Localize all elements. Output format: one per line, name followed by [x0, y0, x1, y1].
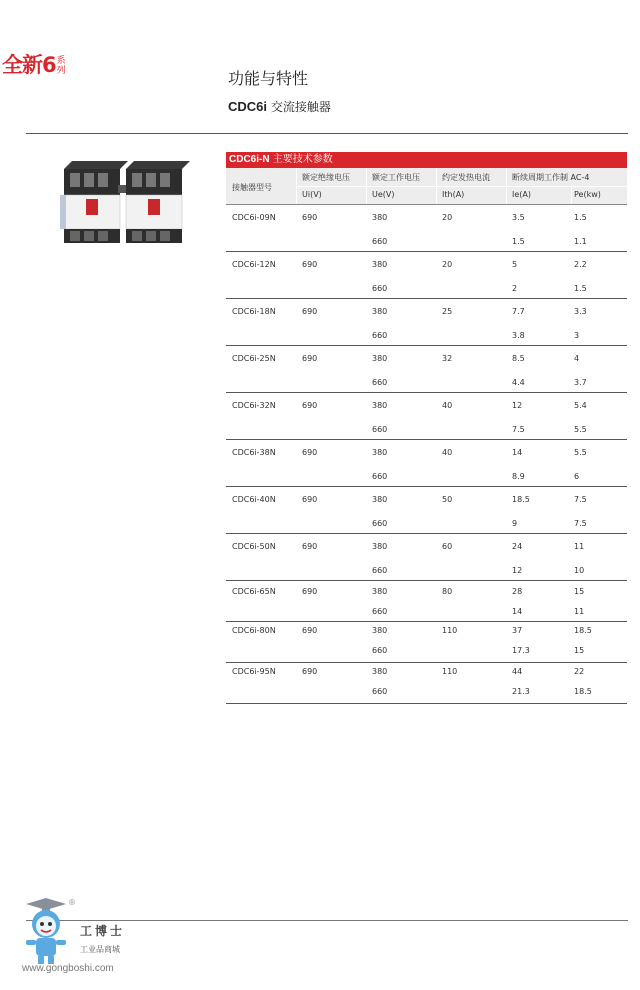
- cell-ie: 37: [512, 626, 523, 635]
- cell-ie: 24: [512, 542, 523, 551]
- cell-ie: 3.8: [512, 331, 525, 340]
- cell-pe: 18.5: [574, 626, 592, 635]
- cell-pe: 15: [574, 587, 585, 596]
- cell-ith: 110: [442, 667, 458, 676]
- top-divider: [26, 133, 628, 134]
- cell-ie: 1.5: [512, 237, 525, 246]
- cell-ith: 40: [442, 448, 453, 457]
- cell-pe: 18.5: [574, 687, 592, 696]
- contactor-product-image: [58, 155, 190, 247]
- cell-model: CDC6i-09N: [232, 213, 276, 222]
- cell-ui: 690: [302, 495, 318, 504]
- cell-pe: 1.1: [574, 237, 587, 246]
- table-row: [226, 622, 627, 663]
- cell-ue: 660: [372, 566, 388, 575]
- column-separator: [571, 186, 572, 204]
- cell-ue: 660: [372, 687, 388, 696]
- table-row: [226, 534, 627, 581]
- column-separator: [436, 168, 437, 204]
- cell-ie: 7.7: [512, 307, 525, 316]
- cell-model: CDC6i-25N: [232, 354, 276, 363]
- cell-pe: 11: [574, 607, 585, 616]
- cell-ue: 660: [372, 646, 388, 655]
- cell-pe: 1.5: [574, 284, 587, 293]
- subtitle-text: 交流接触器: [267, 100, 331, 114]
- cell-ith: 80: [442, 587, 453, 596]
- cell-ie: 21.3: [512, 687, 530, 696]
- cell-model: CDC6i-18N: [232, 307, 276, 316]
- cell-ie: 2: [512, 284, 518, 293]
- cell-ie: 8.9: [512, 472, 525, 481]
- col-ie-unit: Ie(A): [512, 190, 531, 199]
- col-ith-unit: Ith(A): [442, 190, 465, 199]
- cell-model: CDC6i-50N: [232, 542, 276, 551]
- column-separator: [296, 168, 297, 204]
- cell-ue: 660: [372, 519, 388, 528]
- cell-pe: 3.7: [574, 378, 587, 387]
- cell-ith: 20: [442, 260, 453, 269]
- cell-ith: 40: [442, 401, 453, 410]
- cell-ui: 690: [302, 307, 318, 316]
- column-separator: [506, 168, 507, 204]
- cell-pe: 5.5: [574, 425, 587, 434]
- col-model: 接触器型号: [232, 183, 272, 192]
- cell-model: CDC6i-80N: [232, 626, 276, 635]
- column-header: [226, 168, 627, 205]
- cell-ue: 380: [372, 626, 388, 635]
- cell-ie: 44: [512, 667, 523, 676]
- cell-ue: 380: [372, 495, 388, 504]
- cell-ui: 690: [302, 587, 318, 596]
- col-ac4: 断续周期工作制 AC-4: [512, 173, 590, 182]
- table-row: [226, 440, 627, 487]
- subtitle-model: CDC6i: [228, 99, 268, 114]
- logo-chinese-name: 工博士: [80, 924, 126, 938]
- cell-ui: 690: [302, 401, 318, 410]
- cell-ui: 690: [302, 213, 318, 222]
- cell-ith: 110: [442, 626, 458, 635]
- cell-ue: 380: [372, 448, 388, 457]
- cell-ith: 20: [442, 213, 453, 222]
- cell-ith: 32: [442, 354, 453, 363]
- column-separator: [366, 168, 367, 204]
- cell-ie: 12: [512, 566, 523, 575]
- cell-ue: 660: [372, 284, 388, 293]
- cell-ue: 380: [372, 401, 388, 410]
- cell-pe: 1.5: [574, 213, 587, 222]
- cell-ie: 7.5: [512, 425, 525, 434]
- spec-table-title: [226, 152, 627, 168]
- cell-pe: 7.5: [574, 495, 587, 504]
- cell-pe: 22: [574, 667, 585, 676]
- cell-ith: 60: [442, 542, 453, 551]
- cell-pe: 11: [574, 542, 585, 551]
- cell-model: CDC6i-40N: [232, 495, 276, 504]
- cell-ie: 8.5: [512, 354, 525, 363]
- registered-mark: ®: [68, 898, 76, 907]
- cell-ith: 25: [442, 307, 453, 316]
- cell-ie: 9: [512, 519, 518, 528]
- cell-ue: 380: [372, 307, 388, 316]
- table-row: [226, 346, 627, 393]
- cell-ue: 660: [372, 237, 388, 246]
- cell-ue: 380: [372, 354, 388, 363]
- cell-pe: 3: [574, 331, 580, 340]
- col-ui-unit: Ui(V): [302, 190, 322, 199]
- cell-pe: 2.2: [574, 260, 587, 269]
- cell-ie: 3.5: [512, 213, 525, 222]
- table-row: [226, 205, 627, 252]
- website-url[interactable]: www.gongboshi.com: [22, 963, 114, 974]
- brand-logo: [2, 52, 67, 78]
- cell-ui: 690: [302, 354, 318, 363]
- logo-subtitle: 工业品商城: [80, 945, 120, 954]
- cell-ie: 17.3: [512, 646, 530, 655]
- table-row: [226, 663, 627, 704]
- spec-table: [226, 152, 627, 704]
- spec-table-title-model: CDC6i-N: [229, 154, 270, 165]
- cell-ue: 380: [372, 542, 388, 551]
- col-ui: 额定绝缘电压: [302, 173, 350, 182]
- table-row: [226, 487, 627, 534]
- table-row: [226, 393, 627, 440]
- table-row: [226, 581, 627, 622]
- cell-ue: 380: [372, 213, 388, 222]
- brand-series-text: 系列: [56, 56, 66, 76]
- col-ue: 额定工作电压: [372, 173, 420, 182]
- cell-ui: 690: [302, 260, 318, 269]
- cell-pe: 6: [574, 472, 580, 481]
- cell-pe: 5.5: [574, 448, 587, 457]
- cell-pe: 15: [574, 646, 585, 655]
- cell-ue: 660: [372, 607, 388, 616]
- column-header-divider: [296, 186, 627, 187]
- cell-pe: 7.5: [574, 519, 587, 528]
- cell-ue: 660: [372, 472, 388, 481]
- cell-ue: 660: [372, 331, 388, 340]
- table-body: [226, 205, 627, 704]
- cell-pe: 4: [574, 354, 580, 363]
- cell-pe: 3.3: [574, 307, 587, 316]
- cell-model: CDC6i-32N: [232, 401, 276, 410]
- cell-ie: 18.5: [512, 495, 530, 504]
- brand-main-text: 全新6: [2, 53, 56, 77]
- page-subtitle: [228, 98, 331, 115]
- cell-ui: 690: [302, 667, 318, 676]
- cell-ie: 14: [512, 448, 523, 457]
- col-ith: 约定发热电流: [442, 173, 490, 182]
- cell-model: CDC6i-12N: [232, 260, 276, 269]
- cell-ie: 14: [512, 607, 523, 616]
- cell-ie: 28: [512, 587, 523, 596]
- cell-ue: 380: [372, 667, 388, 676]
- cell-ui: 690: [302, 626, 318, 635]
- cell-model: CDC6i-38N: [232, 448, 276, 457]
- cell-ue: 660: [372, 378, 388, 387]
- cell-ie: 12: [512, 401, 523, 410]
- spec-table-title-text: 主要技术参数: [269, 154, 333, 165]
- cell-pe: 10: [574, 566, 585, 575]
- page-title: 功能与特性: [228, 69, 309, 88]
- cell-ue: 660: [372, 425, 388, 434]
- cell-model: CDC6i-65N: [232, 587, 276, 596]
- cell-ui: 690: [302, 448, 318, 457]
- table-row: [226, 252, 627, 299]
- table-row: [226, 299, 627, 346]
- cell-ie: 4.4: [512, 378, 525, 387]
- col-pe-unit: Pe(kw): [574, 190, 601, 199]
- cell-ie: 5: [512, 260, 518, 269]
- cell-ue: 380: [372, 587, 388, 596]
- cell-model: CDC6i-95N: [232, 667, 276, 676]
- cell-ue: 380: [372, 260, 388, 269]
- cell-pe: 5.4: [574, 401, 587, 410]
- col-ue-unit: Ue(V): [372, 190, 395, 199]
- cell-ui: 690: [302, 542, 318, 551]
- cell-ith: 50: [442, 495, 453, 504]
